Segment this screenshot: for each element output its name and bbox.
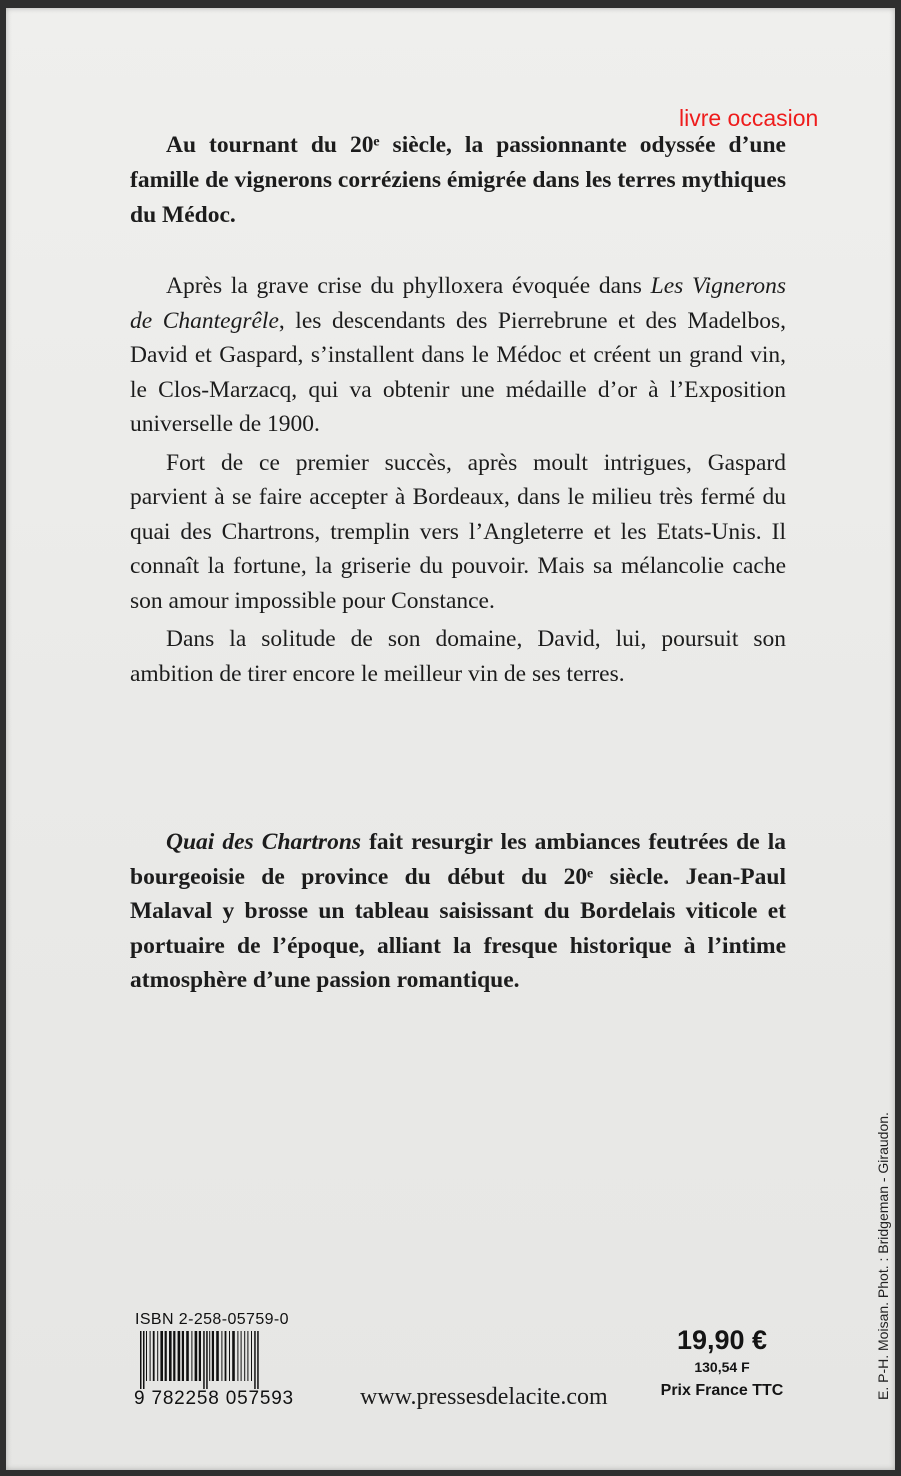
barcode-bar [241,1331,242,1381]
barcode-bar [165,1331,167,1381]
barcode-bar [221,1331,222,1381]
barcode-bar [206,1331,208,1389]
barcode-bar [178,1331,181,1381]
intro-blurb [130,128,786,233]
barcode-bar [203,1331,205,1389]
isbn-label: ISBN 2-258-05759-0 [135,1311,289,1328]
p1-text-after: , les descendants des Pierrebrune et des Madelbos, David et Gaspard, s’installent dans le Médoc et créent un grand vin, le Clos-Marzacq, qui va obtenir une médaille d’or à l’Exposition universelle de 1900. [130,307,786,437]
photo-credit: E. P-H. Moisan. Phot. : Bridgeman - Giraudon. [875,1112,891,1400]
barcode-bar [169,1331,172,1381]
barcode-bar [229,1331,230,1381]
barcode-bar [237,1331,238,1381]
barcode-bar [199,1331,201,1381]
barcode-bar [150,1331,151,1381]
barcode-digits: 9 782258 057593 [134,1388,294,1409]
price-block [648,1324,796,1404]
price-label: Prix France TTC [660,1382,784,1399]
closing-paragraph [130,825,786,998]
publisher-website[interactable]: www.pressesdelacite.com [360,1384,608,1410]
barcode-bar [244,1331,245,1381]
barcode-bar [216,1331,219,1381]
barcode-bar [160,1331,163,1381]
synopsis [130,269,786,695]
barcode-bar [146,1331,147,1381]
watermark-label: livre occasion [679,105,819,131]
price-franc: 130,54 F [694,1359,750,1375]
barcode-bar [212,1331,214,1381]
barcode-bar [143,1331,145,1389]
barcode-bar [153,1331,155,1381]
p1-book-title: Les Vignerons de Chantegrêle [130,273,786,334]
book-back-cover [6,8,895,1470]
barcode-bar [195,1331,198,1381]
barcode-bar [173,1331,175,1381]
closing-book-title: Quai des Chartrons [166,829,362,855]
barcode-bar [140,1331,142,1389]
barcode-bar [191,1331,192,1381]
p1-text-before: Après la grave crise du phylloxera évoquée dans [166,273,651,299]
barcode-bar [254,1331,256,1389]
barcode-bar [157,1331,158,1381]
synopsis-paragraph-3: Dans la solitude de son domaine, David, lui, poursuit son ambition de tirer encore le meilleur vin de ses terres. [130,626,786,687]
barcode-bar [186,1331,189,1381]
barcode-bar [209,1331,210,1381]
intro-paragraph: Au tournant du 20ᵉ siècle, la passionnante odyssée d’une famille de vignerons corréziens émigrée dans les terres mythiques du Médoc. [130,132,786,228]
barcode-bar [225,1331,227,1381]
closing-blurb [130,825,786,998]
barcode-bar [232,1331,235,1381]
barcode-bar [251,1331,252,1381]
barcode [134,1331,314,1389]
synopsis-paragraph-2: Fort de ce premier succès, après moult intrigues, Gaspard parvient à se faire accepter à Bordeaux, dans le milieu très fermé du quai des Chartrons, tremplin vers l’Angleterre et les Etats-Unis. Il connaît la fortune, la griserie du pouvoir. Mais sa mélancolie cache son amour impossible pour Constance. [130,449,786,614]
synopsis-paragraph-1 [130,269,786,442]
barcode-bar [247,1331,248,1381]
price-euro: 19,90 € [676,1325,768,1355]
barcode-bar [257,1331,259,1389]
closing-text: fait resurgir les ambiances feutrées de la bourgeoisie de province du début du 20ᵉ siècle. Jean-Paul Malaval y brosse un tableau saisissant du Bordelais viticole et portuaire de l’époque, alliant la fresque historique à l’intime atmosphère d’une passion romantique. [130,829,786,993]
barcode-bar [182,1331,184,1381]
